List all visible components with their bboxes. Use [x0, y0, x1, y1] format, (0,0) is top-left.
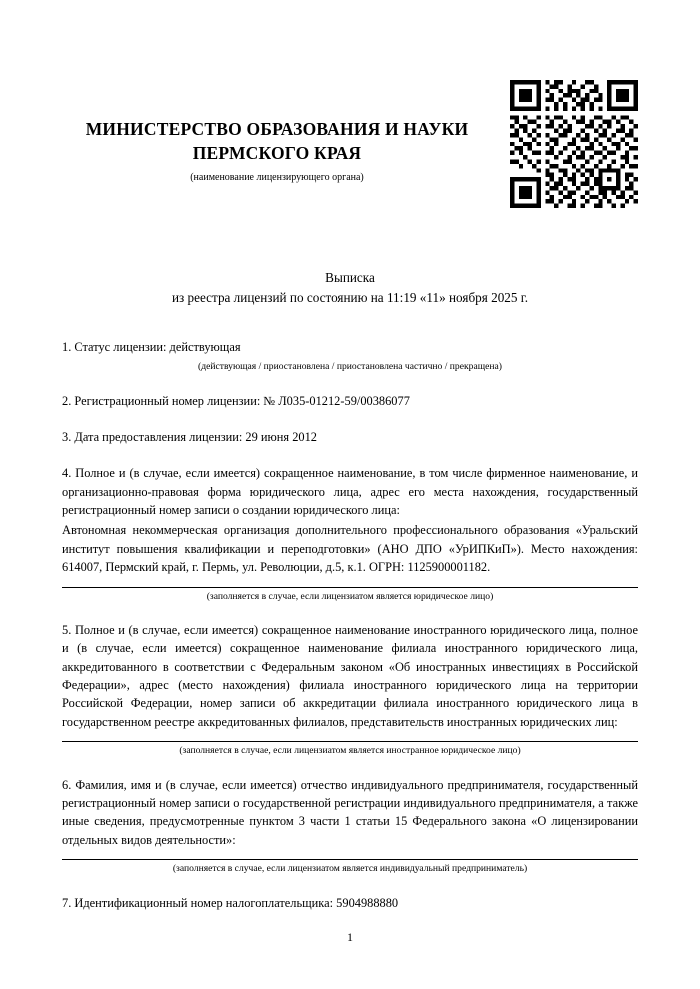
ministry-title-line1: МИНИСТЕРСТВО ОБРАЗОВАНИЯ И НАУКИ — [85, 119, 469, 139]
section-6-note: (заполняется в случае, если лицензиатом является индивидуальный предприниматель) — [172, 863, 528, 875]
section-3-label: 3. Дата предоставления лицензии: 29 июня 2012 — [62, 430, 318, 445]
section-5-label: 5. Полное и (в случае, если имеется) сокращенное наименование иностранного юридического лица, полное и (в случае, если имеется) сокращенное наименование филиала иностранного юридического лица, аккредитованного в соответствии с Федеральным законом «Об иностранных инвестициях в Российской Федерации», адрес (место нахождения) филиала иностранного юридического лица на территории Российской Федерации, номер записи об аккредитации филиала иностранного юридического лица в государственном реестре аккредитованных филиалов, представительств иностранных юридических лиц: — [62, 623, 638, 729]
section-6-label: 6. Фамилия, имя и (в случае, если имеется) отчество индивидуального предпринимателя, государственный регистрационный номер записи о государственной регистрации индивидуального предпринимателя, а также иные сведения, предусмотренные пунктом 3 части 1 статьи 15 Федерального закона «О лицензировании отдельных видов деятельности»: — [62, 777, 638, 847]
section-1 — [62, 338, 638, 374]
section-7-label: 7. Идентификационный номер налогоплательщика: 5904988880 — [62, 895, 399, 910]
qr-code-icon — [510, 80, 638, 208]
section-3 — [62, 428, 638, 446]
document-title-block — [62, 268, 638, 308]
section-1-label: 1. Статус лицензии: действующая — [62, 339, 241, 354]
section-4 — [62, 464, 638, 603]
ministry-title — [62, 118, 492, 165]
section-4-rule — [62, 587, 638, 588]
section-4-label: 4. Полное и (в случае, если имеется) сокращенное наименование, в том числе фирменное наименование, и организационно-правовая форма юридического лица, адрес его места нахождения, государственный регистрационный номер записи о создании юридического лица: — [62, 466, 638, 518]
section-7 — [62, 894, 638, 912]
ministry-caption: (наименование лицензирующего органа) — [190, 172, 364, 184]
section-5-rule — [62, 741, 638, 742]
section-6 — [62, 776, 638, 876]
section-6-rule — [62, 859, 638, 860]
section-5 — [62, 621, 638, 758]
section-4-note: (заполняется в случае, если лицензиатом является юридическое лицо) — [206, 590, 494, 602]
document-header — [62, 0, 492, 184]
page-number: 1 — [347, 930, 353, 944]
section-1-note: (действующая / приостановлена / приостановлена частично / прекращена) — [198, 361, 502, 373]
qr-code-svg — [510, 80, 638, 208]
ministry-title-line2: ПЕРМСКОГО КРАЯ — [192, 142, 362, 163]
section-2 — [62, 392, 638, 410]
section-2-label: 2. Регистрационный номер лицензии: № Л035-01212-59/00386077 — [62, 393, 410, 408]
document-subtitle: из реестра лицензий по состоянию на 11:19 «11» ноября 2025 г. — [171, 290, 529, 306]
document-title: Выписка — [325, 270, 375, 286]
section-4-body: Автономная некоммерческая организация дополнительного профессионального образования «Уральский институт повышения квалификации и переподготовки» (АНО ДПО «УрИПКиП»). Место нахождения: 614007, Пермский край, г. Пермь, ул. Революции, д.5, к.1. ОГРН: 1125900001182. — [62, 523, 638, 575]
section-5-note: (заполняется в случае, если лицензиатом является иностранное юридическое лицо) — [179, 745, 521, 757]
